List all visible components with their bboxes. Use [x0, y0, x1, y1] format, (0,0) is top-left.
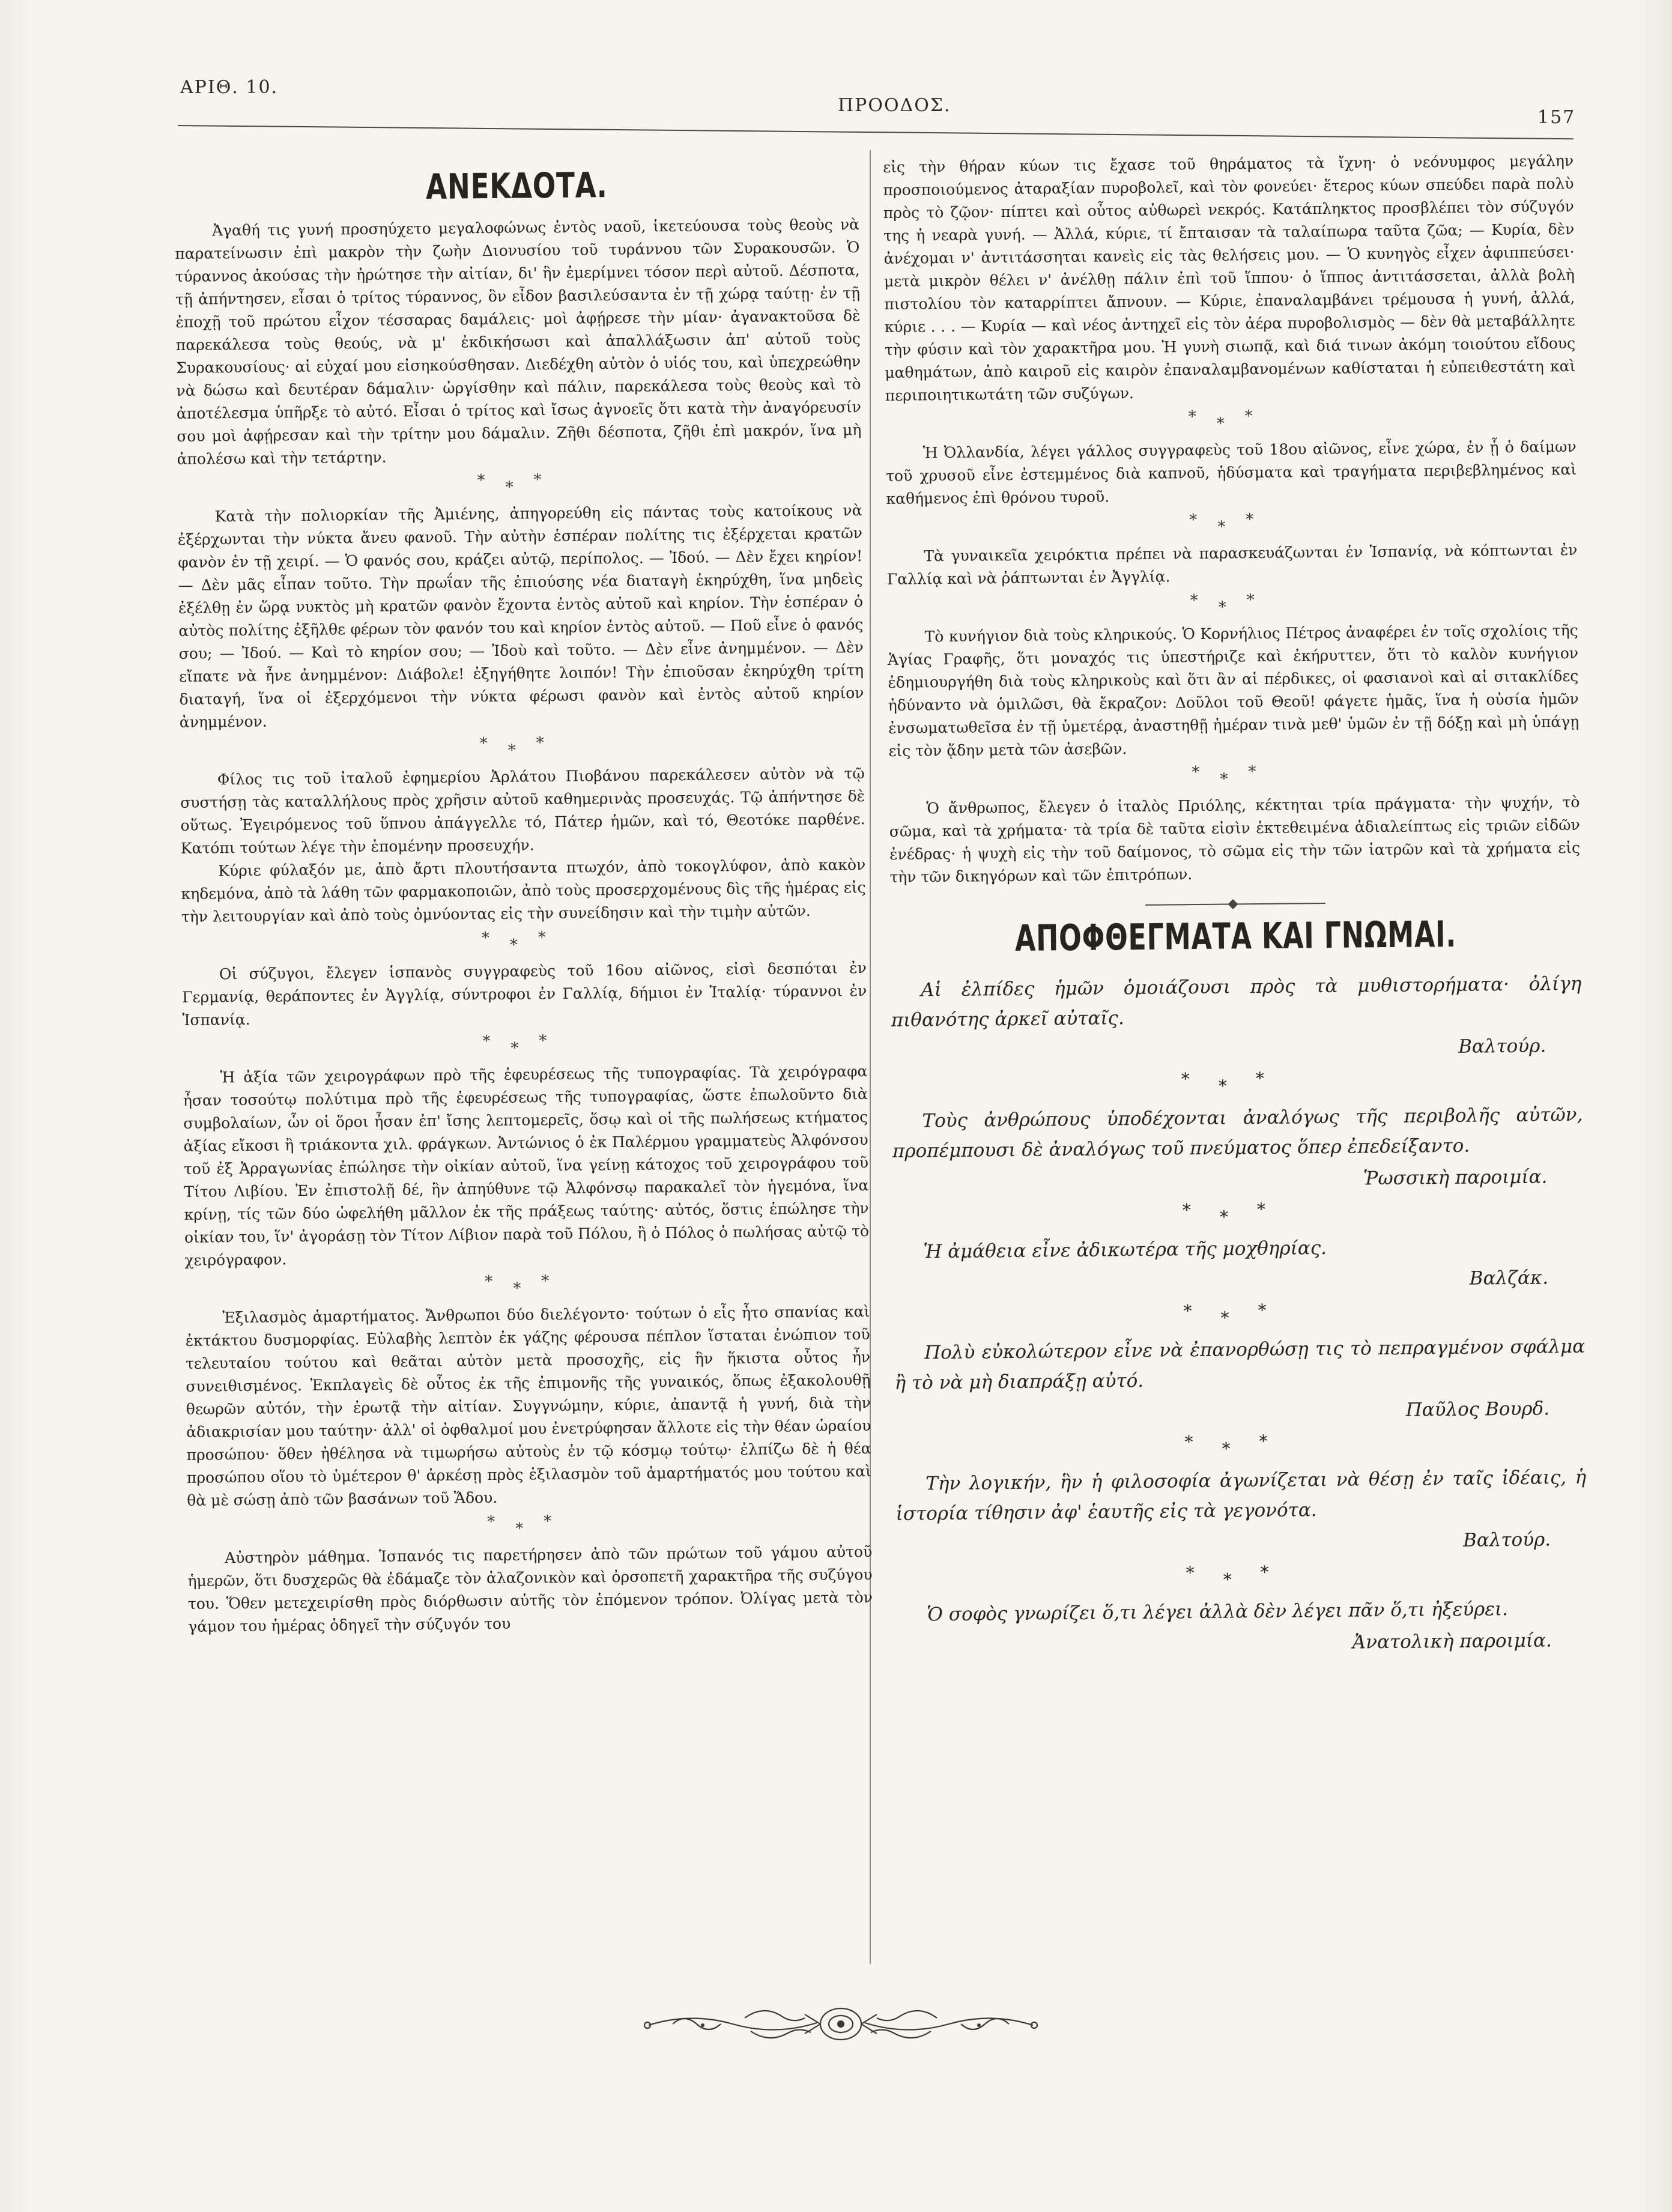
anecdote-paragraph: Ἀγαθή τις γυνή προσηύχετο μεγαλοφώνως ἐντὸς ναοῦ, ἱκετεύουσα τοὺς θεοὺς νὰ παρατείνωσιν ἐπὶ μακρὸν τὴν ζωὴν Διονυσίου τοῦ τυράννου τῶν Συρακουσῶν. Ὁ τύραννος ἀκούσας τὴν ἠρώτησε τὴν αἰτίαν, δι' ἣν ἐμερίμνει τόσον περὶ αὐτοῦ. Δέσποτα, τῇ ἀπήντησεν, εἶσαι ὁ τρίτος τύραννος, ὃν εἶδον βασιλεύσαντα ἐν τῇ χώρᾳ ταύτῃ· ἐν τῇ ἐποχῇ τοῦ πρώτου εἶχον τέσσαρας δαμάλεις· μοὶ ἀφῄρεσε τὴν μίαν· ἀγανακτοῦσα δὲ παρεκάλεσα τοὺς θεούς, νὰ μ' ἐκδικήσωσι καὶ ἀπαλλάξωσιν ἀπ' αὐτοῦ τοὺς Συρακουσίους· αἱ εὐχαί μου εἰσηκούσθησαν. Διεδέχθη αὐτὸν ὁ υἱός του, καὶ ὑπεχρεώθην νὰ δώσω καὶ δευτέραν δάμαλιν· ὠργίσθην καὶ πάλιν, παρεκάλεσα τοὺς θεοὺς καὶ τὸ ἀποτέλεσμα ὑπῆρξε τὸ αὐτό. Εἶσαι ὁ τρίτος καὶ ἴσως ἀγνοεῖς ὅτι κατὰ τὴν ἀναγόρευσίν σου μοὶ ἀφῄρεσαν καὶ τὴν τρίτην μου δάμαλιν. Ζῆθι δέσποτα, ζῆθι ἐπὶ μακρόν, ἵνα μὴ ἀπολέσω καὶ τὴν τετάρτην.	[175, 216, 862, 468]
separator-stars: ***	[485, 1271, 570, 1298]
separator-stars: ***	[487, 1512, 572, 1538]
maxims-heading: ΑΠΟΦΘΕΓΜΑΤΑ ΚΑΙ ΓΝΩΜΑΙ.	[1014, 913, 1457, 960]
anecdote-paragraph: Ἐξιλασμὸς ἁμαρτήματος. Ἄνθρωποι δύο διελέγοντο· τούτων ὁ εἷς ἦτο σπανίας καὶ ἐκτάκτου δυσμορφίας. Εὐλαβὴς λεπτὸν ἐκ γάζης φέρουσα πέπλον ἵσταται ἐνώπιον τοῦ τελευταίου τούτου καὶ θεᾶται αὐτὸν μετὰ προσοχῆς, εἰς ἣν ἥκιστα οὗτος ἦν συνειθισμένος. Ἐκπλαγεὶς δὲ οὗτος ἐκ τῆς ἐπιμονῆς τῆς γυναικός, ὅπως ἐξακολουθῇ θεωρῶν αὐτόν, τὴν ἐρωτᾷ τὴν αἰτίαν. Συγγνώμην, κύριε, ἀπαντᾷ ἡ γυνή, διὰ τὴν ἀδιακρισίαν μου ταύτην· ἀλλ' οἱ ὀφθαλμοί μου ἐνετρύφησαν ἄλλοτε εἰς τὴν θέαν ὡραίου προσώπου· ὅθεν ἠθέλησα νὰ τιμωρήσω αὐτοὺς ἐν τῷ κόσμῳ τούτῳ· ἐλπίζω δὲ ἡ θέα προσώπου οἵου τὸ ὑμέτερον θ' ἀρκέσῃ πρὸς ἐξιλασμὸν τοῦ ἁμαρτήματός μου τούτου καὶ θὰ μὲ σώσῃ ἀπὸ τῶν βασάνων τοῦ Ἅδου.	[185, 1302, 872, 1509]
maxim-author: Βαλζάκ.	[1469, 1267, 1549, 1289]
anecdote-paragraph: Τὰ γυναικεῖα χειρόκτια πρέπει νὰ παρασκευάζωνται ἐν Ἱσπανίᾳ, νὰ κόπτωνται ἐν Γαλλίᾳ καὶ νὰ ῥάπτωνται ἐν Ἀγγλίᾳ.	[886, 541, 1578, 588]
maxim-author: Ἀνατολικὴ παροιμία.	[1352, 1629, 1552, 1653]
anecdote-continuation: εἰς τὴν θήραν κύων τις ἔχασε τοῦ θηράματος τὰ ἴχνη· ὁ νεόνυμφος μεγάλην προσποιούμενος ἀταραξίαν πυροβολεῖ, καὶ τὸν φονεύει· ἕτερος κύων σπεύδει παρὰ πολὺ πρὸς τὸ ζῷον· πίπτει καὶ οὗτος αὐθωρεὶ νεκρός. Κατάπληκτος προσβλέπει τὸν σύζυγόν της ἡ νεαρὰ γυνή. — Ἀλλά, κύριε, τί ἔπταισαν τὰ ταλαίπωρα ταῦτα ζῶα; — Κυρία, δὲν ἀνέχομαι ν' ἀντιτάσσηται κανεὶς εἰς τὰς θελήσεις μου. — Ὁ κυνηγὸς εἶχεν ἀφιππεύσει· μετὰ μικρὸν θέλει ν' ἀνέλθῃ πάλιν ἐπὶ τοῦ ἵππου· ὁ ἵππος ἀντιτάσσεται, ἀλλὰ βολὴ πιστολίου τὸν καταρρίπτει ἄπνουν. — Κύριε, ἐπαναλαμβάνει τρέμουσα ἡ γυνή, ἀλλά, κύριε . . . — Κυρία — καὶ νέος ἀντηχεῖ εἰς τὸν ἀέρα πυροβολισμὸς — δὲν θὰ μεταβάλλητε τὴν φύσιν καὶ τὸν χαρακτῆρα μου. Ἡ γυνὴ σιωπᾷ, καὶ διά τινων ἀκόμη τοιούτου εἴδους μαθημάτων, ἀπὸ καιροῦ εἰς καιρὸν ἐπαναλαμβανομένων καθίσταται ἡ εὐπειθεστάτη καὶ περιποιητικωτάτη τῶν συζύγων.	[883, 151, 1576, 404]
anecdote-paragraph: Φίλος τις τοῦ ἰταλοῦ ἐφημερίου Ἀρλάτου Πιοβάνου παρεκάλεσεν αὐτὸν νὰ τῷ συστήσῃ τὰς καταλλήλους πρὸς χρῆσιν αὐτοῦ καθημερινὰς προσευχάς. Τῷ ἀπήντησε δὲ οὕτως. Ἐγειρόμενος τοῦ ὕπνου ἀπάγγελλε τό, Πάτερ ἡμῶν, καὶ τό, Θεοτόκε παρθένε. Κατόπι τούτων λέγε τὴν ἑπομένην προσευχήν.	[180, 765, 865, 857]
separator-stars: ***	[1184, 1431, 1297, 1459]
anecdote-paragraph: Οἱ σύζυγοι, ἔλεγεν ἱσπανὸς συγγραφεὺς τοῦ 16ου αἰῶνος, εἰσὶ δεσπόται ἐν Γερμανίᾳ, θεράποντες ἐν Ἀγγλίᾳ, σύντροφοι ἐν Γαλλίᾳ, δήμιοι ἐν Ἰταλίᾳ· τύραννοι ἐν Ἱσπανίᾳ.	[182, 959, 867, 1029]
maxim-text: Ὁ σοφὸς γνωρίζει ὅ,τι λέγει ἀλλὰ δὲν λέγει πᾶν ὅ,τι ἠξεύρει.	[927, 1598, 1509, 1626]
maxim-author: Παῦλος Βουρδ.	[1405, 1398, 1550, 1421]
separator-stars: ***	[1192, 762, 1277, 789]
page-number: 157	[1537, 107, 1576, 128]
separator-stars: ***	[1186, 1562, 1298, 1590]
maxim-text: Ἡ ἀμάθεια εἶνε ἀδικωτέρα τῆς μοχθηρίας.	[923, 1237, 1327, 1263]
issue-number: ΑΡΙΘ. 10.	[180, 77, 279, 98]
anecdote-paragraph: Αὐστηρὸν μάθημα. Ἱσπανός τις παρετήρησεν ἀπὸ τῶν πρώτων τοῦ γάμου αὐτοῦ ἡμερῶν, ὅτι δυσχερῶς θὰ ἐδάμαζε τὸν ἀλαζονικὸν καὶ ὀρσοπετῆ χαρακτῆρα τῆς συζύγου του. Ὅθεν μετεχειρίσθη πρὸς διόρθωσιν αὐτῆς τὸν ἑπόμενον τρόπον. Ὀλίγας μετὰ τὸν γάμον του ἡμέρας ὁδηγεῖ τὴν σύζυγόν του	[187, 1542, 873, 1635]
separator-stars: ***	[477, 470, 562, 497]
anecdote-paragraph: Κατὰ τὴν πολιορκίαν τῆς Ἀμιένης, ἀπηγορεύθη εἰς πάντας τοὺς κατοίκους νὰ ἐξέρχωνται τὴν νύκτα ἄνευ φανοῦ. Τὴν αὐτὴν ἑσπέραν πολίτης τις ἐξέρχεται κρατῶν φανὸν ἐν τῇ χειρί. — Ὁ φανός σου, κράζει αὐτῷ, περίπολος. — Ἰδού. — Δὲν ἔχει κηρίον! — Δὲν μᾶς εἶπαν τοῦτο. Τὴν πρωΐαν τῆς ἐπιούσης νέα διαταγὴ ἐκηρύχθη, ἵνα μηδεὶς ἐξέλθῃ ἐν ὥρᾳ νυκτὸς μὴ κρατῶν φανὸν ἔχοντα ἐντὸς αὐτοῦ καὶ κηρίον. Τὴν ἑσπέραν ὁ αὐτὸς πολίτης ἐξῆλθε φέρων τὸν φανόν του καὶ κηρίον ἐντὸς αὐτοῦ. — Ποῦ εἶνε ὁ φανός σου; — Ἰδού. — Καὶ τὸ κηρίον σου; — Ἰδοὺ καὶ τοῦτο. — Δὲν εἶνε ἀνημμένον. — Δὲν εἴπατε νὰ ἦνε ἀνημμένον: Διάβολε! ἐξηγήθητε λοιπόν! Τὴν ἐπιοῦσαν ἐκηρύχθη τρίτη διαταγή, ἵνα οἱ ἐξερχόμενοι τὴν νύκτα φέρωσι φανὸν καὶ ἐντὸς αὐτοῦ κηρίον ἀνημμένον.	[177, 501, 864, 731]
separator-stars: ***	[479, 733, 565, 760]
separator-stars: ***	[1188, 407, 1273, 433]
separator-stars: ***	[481, 928, 566, 954]
separator-stars: ***	[1189, 510, 1274, 536]
maxim-text: Αἱ ἐλπίδες ἡμῶν ὁμοιάζουσι πρὸς τὰ μυθιστορήματα· ὀλίγη πιθανότης ἀρκεῖ αὐταῖς.	[891, 972, 1582, 1031]
journal-title: ΠΡΟΟΔΟΣ.	[838, 95, 951, 116]
anecdotes-heading: ΑΝΕΚΔΟΤΑ.	[425, 165, 608, 207]
separator-stars: ***	[1190, 590, 1275, 617]
maxim-author: Ῥωσσικὴ παροιμία.	[1363, 1166, 1548, 1190]
separator-stars: ***	[1182, 1199, 1295, 1227]
separator-stars: ***	[482, 1031, 568, 1058]
separator-stars: ***	[1181, 1068, 1293, 1096]
anecdote-paragraph: Ἡ ἀξία τῶν χειρογράφων πρὸ τῆς ἐφευρέσεως τῆς τυπογραφίας. Τὰ χειρόγραφα ἦσαν τοσούτῳ πολύτιμα πρὸ τῆς ἐφευρέσεως τῆς τυπογραφίας, ὥστε ἐπωλοῦντο διὰ συμβολαίων, ὧν οἱ ὅροι ἦσαν ἐπ' ἴσης λεπτομερεῖς, ὅσῳ καὶ οἱ τῆς πωλήσεως κτήματος ἀξίας εἴκοσι ἢ τριάκοντα χιλ. φράγκων. Ἀντώνιος ὁ ἐκ Παλέρμου γραμματεὺς Ἀλφόνσου τοῦ ἐξ Ἀρραγωνίας ἐπώλησε τὴν οἰκίαν αὐτοῦ, ἵνα γείνῃ κάτοχος τοῦ χειρογράφου τοῦ Τίτου Λιβίου. Ἐν ἐπιστολῇ δέ, ἣν ἀπηύθυνε τῷ Ἀλφόνσῳ παρακαλεῖ τὸν ἡγεμόνα, ἵνα κρίνῃ, τίς τῶν δύο ὠφελήθη μᾶλλον ἐκ τῆς πράξεως ταύτης· αὐτός, ὅστις ἐπώλησε τὴν οἰκίαν του, ἵν' ἀγοράσῃ τὸν Τίτον Λίβιον παρὰ τοῦ Πόλου, ἢ ὁ Πόλος ὁ πωλήσας αὐτῷ τὸ χειρόγραφον.	[183, 1062, 870, 1269]
column-divider	[870, 150, 871, 1964]
maxim-author: Βαλτούρ.	[1458, 1035, 1546, 1058]
maxim-text: Πολὺ εὐκολώτερον εἶνε νὰ ἐπανορθώσῃ τις τὸ πεπραγμένον σφάλμα ἢ τὸ νὰ μὴ διαπράξῃ αὐτό.	[894, 1335, 1586, 1394]
maxim-author: Βαλτούρ.	[1462, 1529, 1551, 1551]
decorative-ornament-icon	[637, 2000, 1045, 2048]
anecdote-paragraph: Κύριε φύλαξόν με, ἀπὸ ἄρτι πλουτήσαντα πτωχόν, ἀπὸ τοκογλύφον, ἀπὸ κακὸν κηδεμόνα, ἀπὸ τὰ λάθη τῶν φαρμακοποιῶν, ἀπὸ τοὺς προσερχομένους δὶς τῆς ἡμέρας εἰς τὴν λειτουργίαν καὶ ἀπὸ τοὺς ὀμνύοντας εἰς τὴν συνείδησιν καὶ τὴν τιμὴν αὐτῶν.	[181, 856, 866, 926]
separator-stars: ***	[1183, 1300, 1295, 1328]
maxim-text: Τοὺς ἀνθρώπους ὑποδέχονται ἀναλόγως τῆς περιβολῆς αὐτῶν, προπέμπουσι δὲ ἀναλόγως τοῦ πνεύματος ὅπερ ἐπεδείξαντο.	[892, 1103, 1583, 1162]
section-divider	[1145, 899, 1325, 909]
anecdote-paragraph: Ὁ ἄνθρωπος, ἔλεγεν ὁ ἰταλὸς Πριόλης, κέκτηται τρία πράγματα· τὴν ψυχήν, τὸ σῶμα, καὶ τὰ χρήματα· τὰ τρία δὲ ταῦτα εἰσὶν ἐκτεθειμένα ἀδιαλείπτως εἰς τριῶν εἰδῶν ἐνέδρας· ἡ ψυχὴ εἰς τὴν τοῦ δαίμονος, τὸ σῶμα εἰς τὴν τῶν ἰατρῶν καὶ τὰ χρήματα εἰς τὴν τῶν δικηγόρων καὶ τῶν ἐπιτρόπων.	[889, 793, 1581, 886]
maxim-text: Τὴν λογικήν, ἣν ἡ φιλοσοφία ἀγωνίζεται νὰ θέσῃ ἐν ταῖς ἰδέαις, ἡ ἱστορία τίθησιν ἀφ' ἑαυτῆς εἰς τὰ γεγονότα.	[895, 1466, 1587, 1525]
anecdote-paragraph: Τὸ κυνήγιον διὰ τοὺς κληρικούς. Ὁ Κορνήλιος Πέτρος ἀναφέρει ἐν τοῖς σχολίοις τῆς Ἁγίας Γραφῆς, ὅτι μοναχός τις ὑπεστήριζε καὶ ἐκήρυττεν, ὅτι τὸ καλὸν κυνήγιον ἐδημιουργήθη διὰ τοὺς κληρικοὺς καὶ ὅτι ἂν αἱ πέρδικες, οἱ φασιανοὶ καὶ αἱ σιτακλίδες ἠδύναντο νὰ ὁμιλῶσι, θὰ ἔκραζον: Δοῦλοι τοῦ Θεοῦ! φάγετε ἡμᾶς, ἵνα ἡ οὐσία ἡμῶν ἐνσωματωθεῖσα ἐν τῇ ὑμετέρᾳ, ἀναστηθῇ ἡμέραν τινὰ μεθ' ὑμῶν ἐν τῇ δόξῃ καὶ μὴ ὑπάγῃ εἰς τὸν ᾅδην μετὰ τῶν ἀσεβῶν.	[887, 621, 1580, 760]
left-column	[174, 162, 873, 1638]
anecdote-paragraph: Ἡ Ὀλλανδία, λέγει γάλλος συγγραφεὺς τοῦ 18ου αἰῶνος, εἶνε χώρα, ἐν ᾗ ὁ δαίμων τοῦ χρυσοῦ εἶνε ἐστεμμένος διὰ καπνοῦ, ἡδύσματα καὶ τραγήματα περιβεβλημένος καὶ καθήμενος ἐπὶ θρόνου τυροῦ.	[885, 437, 1577, 508]
right-column	[883, 150, 1588, 1668]
